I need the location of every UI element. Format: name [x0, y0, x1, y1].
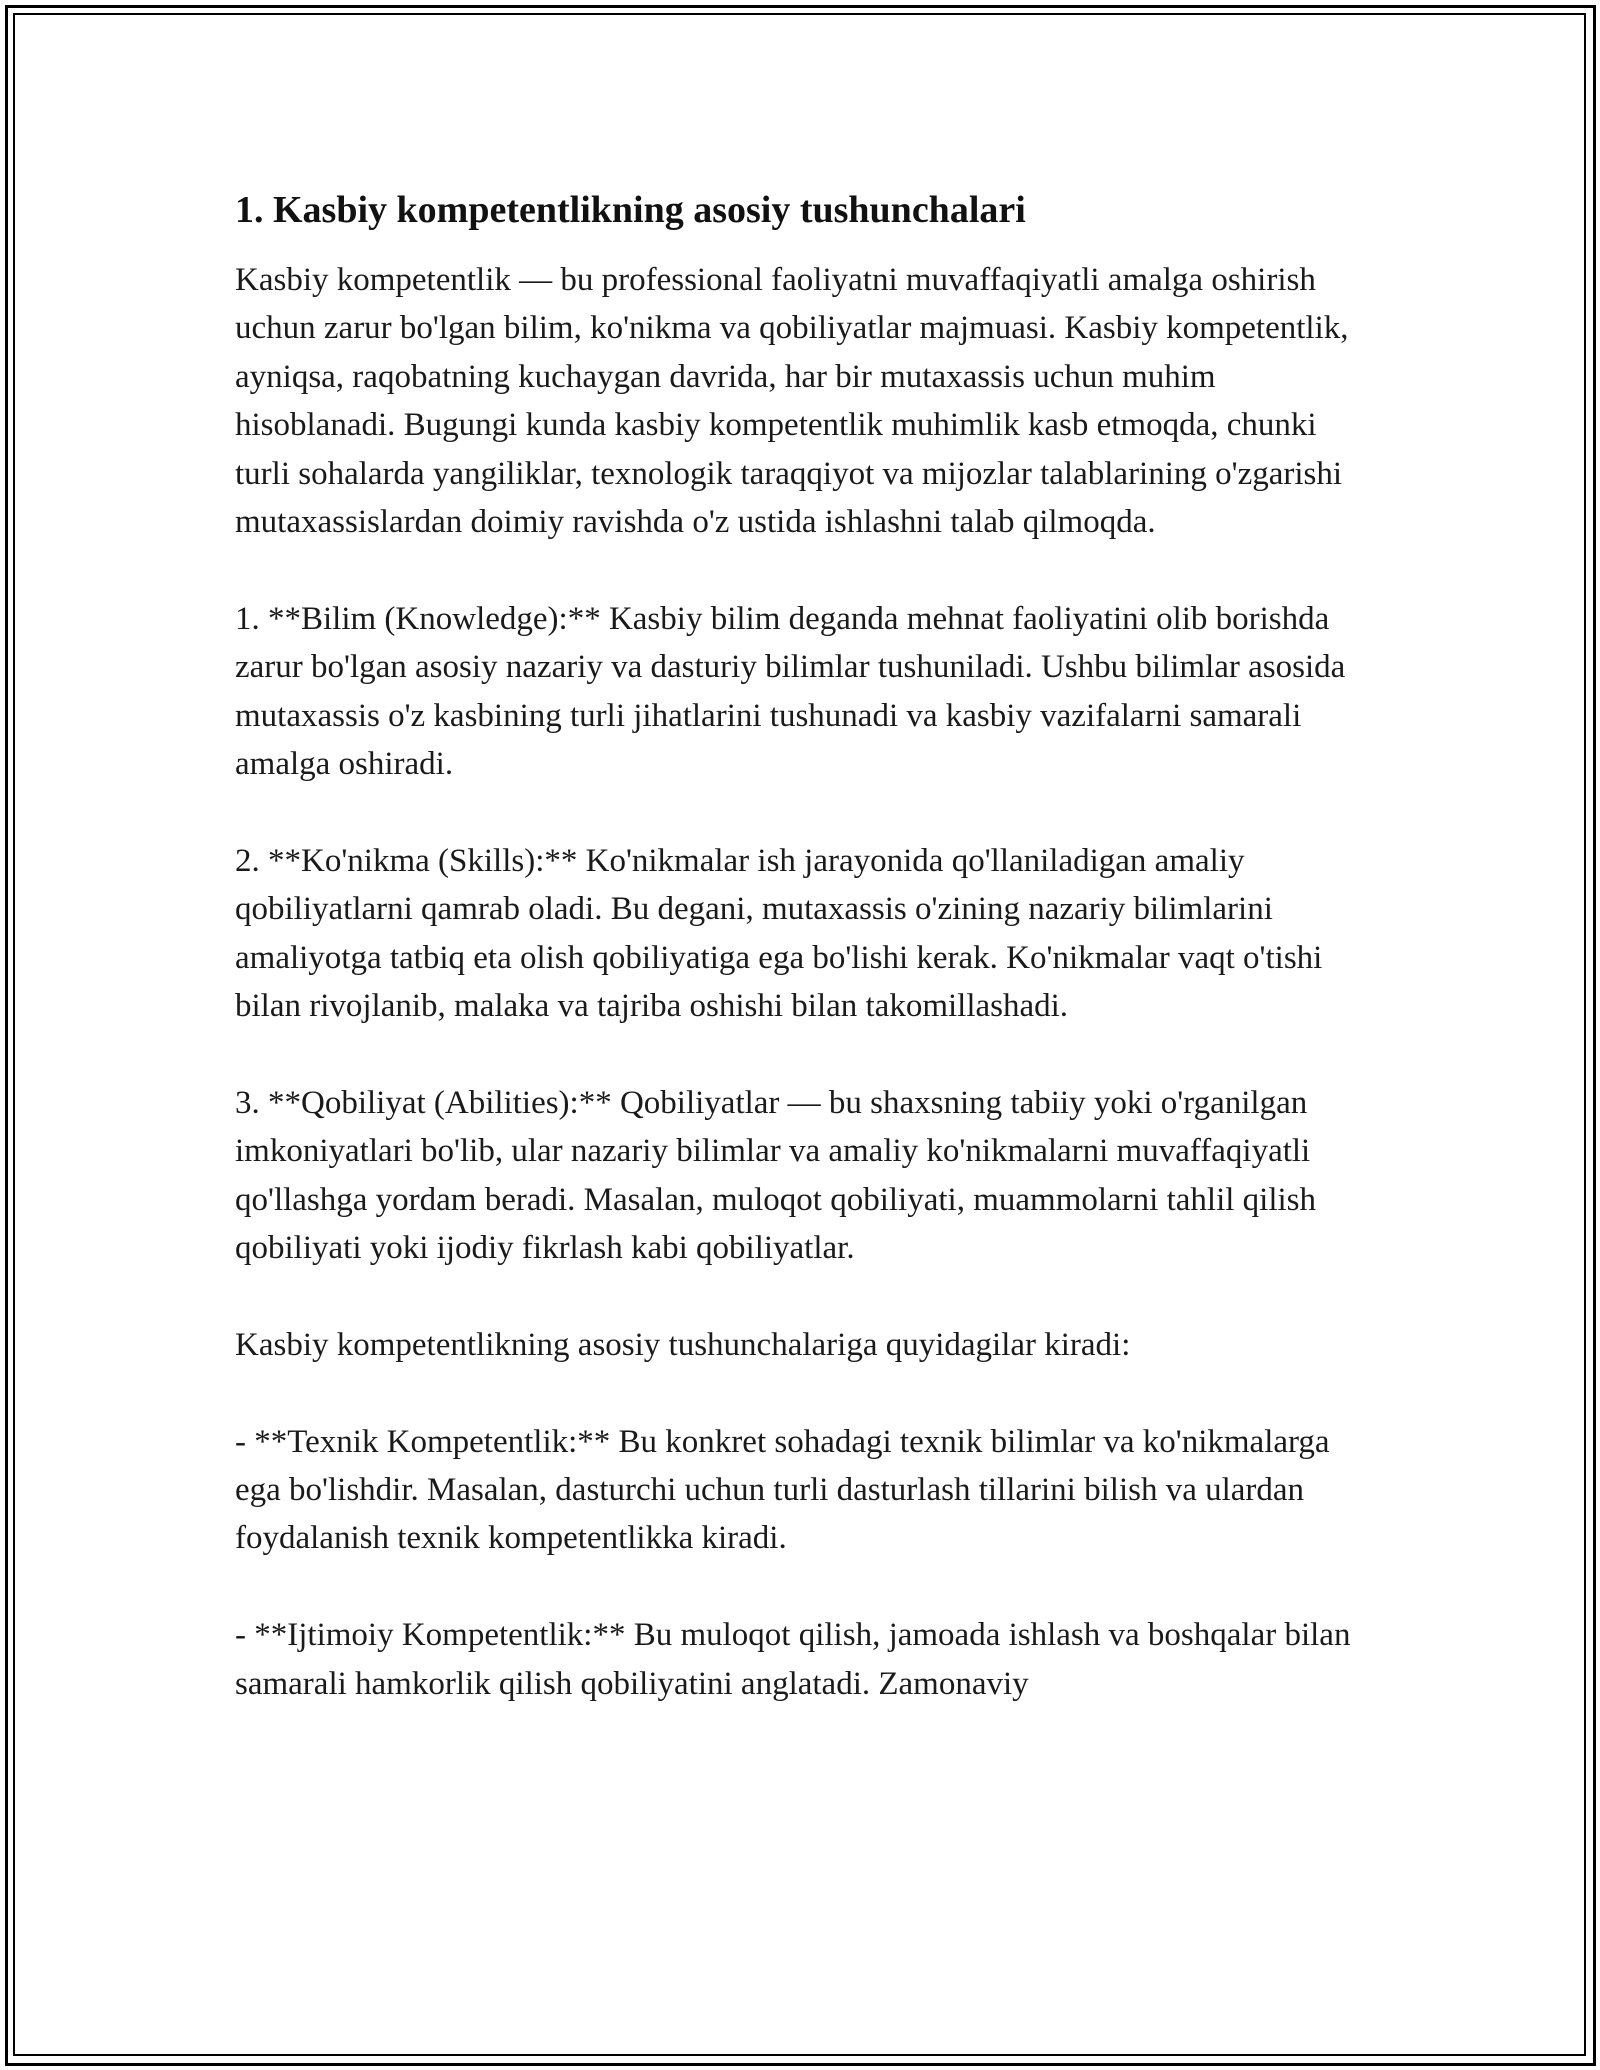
paragraph-technical-competence: - **Texnik Kompetentlik:** Bu konkret sohadagi texnik bilimlar va ko'nikmalarga ega bo'lishdir. Masalan, dasturchi uchun turli dasturlash tillarini bilish va ulardan foydalanish texnik kompetentlikka kiradi. — [235, 1423, 1330, 1557]
paragraph-list-intro: Kasbiy kompetentlikning asosiy tushunchalariga quyidagilar kiradi: — [235, 1326, 1131, 1363]
paragraph-skills: 2. **Ko'nikma (Skills):** Ko'nikmalar ish jarayonida qo'llaniladigan amaliy qobiliyatlarni qamrab oladi. Bu degani, mutaxassis o'zining nazariy bilimlarini amaliyotga tatbiq eta olish qobiliyatiga ega bo'lishi kerak. Ko'nikmalar vaqt o'tishi bilan rivojlanib, malaka va tajriba oshishi bilan takomillashadi. — [235, 842, 1323, 1025]
paragraph-knowledge: 1. **Bilim (Knowledge):** Kasbiy bilim deganda mehnat faoliyatini olib borishda zarur bo'lgan asosiy nazariy va dasturiy bilimlar tushuniladi. Ushbu bilimlar asosida mutaxassis o'z kasbining turli jihatlarini tushunadi va kasbiy vazifalarni samarali amalga oshiradi. — [235, 600, 1346, 783]
paragraph-social-competence: - **Ijtimoiy Kompetentlik:** Bu muloqot qilish, jamoada ishlash va boshqalar bilan samarali hamkorlik qilish qobiliyatini anglatadi. Zamonaviy — [235, 1617, 1351, 1702]
paragraph-abilities: 3. **Qobiliyat (Abilities):** Qobiliyatlar — bu shaxsning tabiiy yoki o'rganilgan imkoniyatlari bo'lib, ular nazariy bilimlar va amaliy ko'nikmalarni muvaffaqiyatli qo'llashga yordam beradi. Masalan, muloqot qobiliyati, muammolarni tahlil qilish qobiliyati yoki ijodiy fikrlash kabi qobiliyatlar. — [235, 1084, 1317, 1267]
section-title: 1. Kasbiy kompetentlikning asosiy tushunchalari — [235, 189, 1026, 231]
paragraph-intro: Kasbiy kompetentlik — bu professional faoliyatni muvaffaqiyatli amalga oshirish uchun zarur bo'lgan bilim, ko'nikma va qobiliyatlar majmuasi. Kasbiy kompetentlik, ayniqsa, raqobatning kuchaygan davrida, har bir mutaxassis uchun muhim hisoblanadi. Bugungi kunda kasbiy kompetentlik muhimlik kasb etmoqda, chunki turli sohalarda yangiliklar, texnologik taraqqiyot va mijozlar talablarining o'zgarishi mutaxassislardan doimiy ravishda o'z ustida ishlashni talab qilmoqda. — [235, 262, 1349, 541]
document-body — [235, 186, 1375, 1756]
